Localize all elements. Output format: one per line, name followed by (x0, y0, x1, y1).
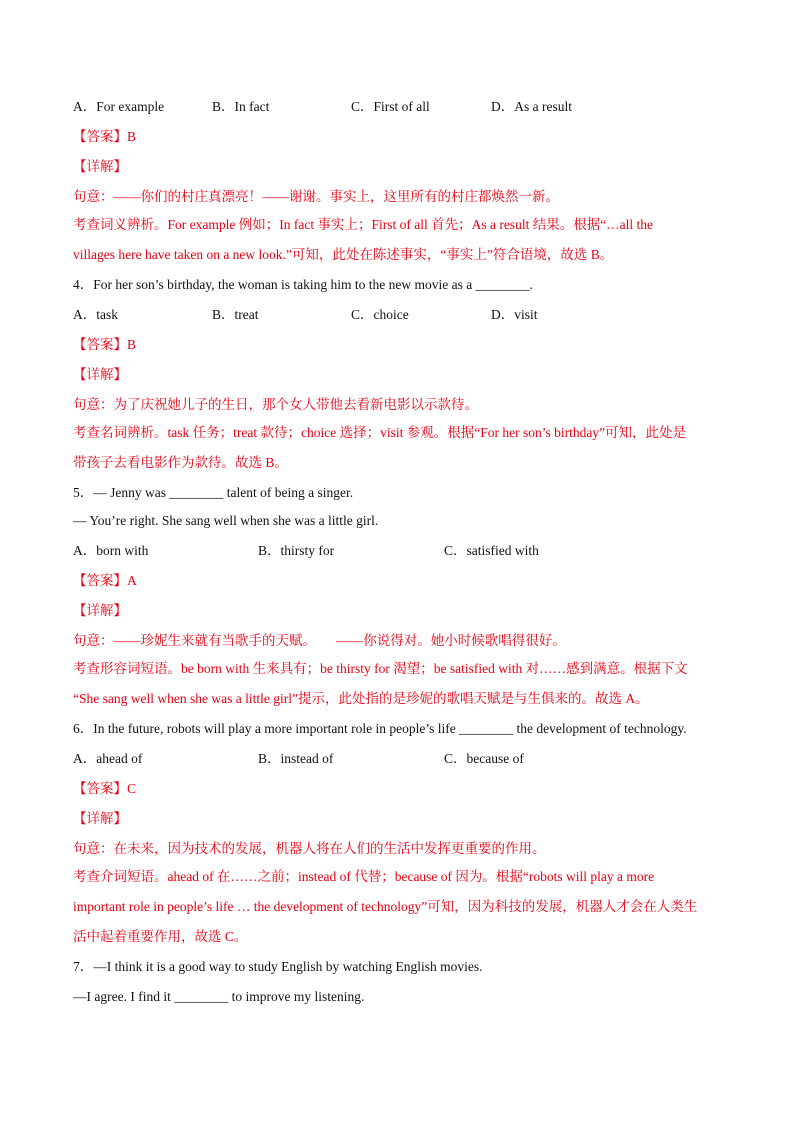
explanation-line: 带孩子去看电影作为款待。故选 B。 (73, 455, 288, 470)
explanation-line: 考查介词短语。ahead of 在……之前；instead of 代替；because of 因为。根据“robots will play a more (73, 869, 655, 884)
explanation-line: 考查词义辨析。For example 例如；In fact 事实上；First of all 首先；As a result 结果。根据“…all the (73, 217, 654, 232)
option-c: C．choice (351, 307, 409, 322)
option-c: C．satisfied with (444, 543, 539, 558)
explanation-line: villages here have taken on a new look.”可知，此处在陈述事实，“事实上”符合语境，故选 B。 (73, 247, 614, 262)
answer-line: 【答案】A (73, 573, 137, 588)
question-line: —I agree. I find it ________ to improve my listening. (73, 989, 365, 1004)
answer-line: 【答案】B (73, 337, 137, 352)
detail-heading: 【详解】 (73, 159, 127, 174)
q4-options (73, 306, 733, 324)
option-a: A．born with (73, 543, 149, 558)
explanation-line: 句意：在未来，因为技术的发展，机器人将在人们的生活中发挥更重要的作用。 (73, 841, 546, 856)
detail-heading: 【详解】 (73, 603, 127, 618)
question-line: 4．For her son’s birthday, the woman is taking him to the new movie as a ________. (73, 277, 533, 292)
answer-line: 【答案】B (73, 129, 137, 144)
explanation-line: 考查形容词短语。be born with 生来具有；be thirsty for 渴望；be satisfied with 对……感到满意。根据下文 (73, 661, 688, 676)
question-line: — You’re right. She sang well when she was a little girl. (73, 513, 379, 528)
question-line: 5．— Jenny was ________ talent of being a singer. (73, 485, 354, 500)
q6-options (73, 750, 733, 768)
explanation-line: 活中起着重要作用，故选 C。 (73, 929, 248, 944)
option-a: A．For example (73, 99, 165, 114)
question-line: 6．In the future, robots will play a more important role in people’s life ________ the development of technology. (73, 721, 687, 736)
option-a: A．ahead of (73, 751, 143, 766)
option-a: A．task (73, 307, 118, 322)
option-b: B．thirsty for (258, 543, 335, 558)
q5-options (73, 542, 733, 560)
explanation-line: 考查名词辨析。task 任务；treat 款待；choice 选择；visit 参观。根据“For her son’s birthday”可知，此处是 (73, 425, 687, 440)
option-b: B．treat (212, 307, 259, 322)
explanation-line: 句意：——你们的村庄真漂亮！——谢谢。事实上，这里所有的村庄都焕然一新。 (73, 189, 559, 204)
q3-options (73, 98, 733, 116)
explanation-line: important role in people’s life … the development of technology”可知，因为科技的发展，机器人才会在人类生 (73, 899, 698, 914)
option-d: D．As a result (491, 99, 572, 114)
option-c: C．because of (444, 751, 524, 766)
explanation-line: 句意：为了庆祝她儿子的生日，那个女人带他去看新电影以示款待。 (73, 397, 478, 412)
option-c: C．First of all (351, 99, 430, 114)
option-b: B．instead of (258, 751, 334, 766)
question-line: 7．—I think it is a good way to study English by watching English movies. (73, 959, 483, 974)
option-b: B．In fact (212, 99, 270, 114)
option-d: D．visit (491, 307, 538, 322)
detail-heading: 【详解】 (73, 367, 127, 382)
answer-line: 【答案】C (73, 781, 137, 796)
explanation-line: 句意：——珍妮生来就有当歌手的天赋。 ——你说得对。她小时候歌唱得很好。 (73, 633, 566, 648)
detail-heading: 【详解】 (73, 811, 127, 826)
explanation-line: “She sang well when she was a little girl”提示，此处指的是珍妮的歌唱天赋是与生俱来的。故选 A。 (73, 691, 649, 706)
